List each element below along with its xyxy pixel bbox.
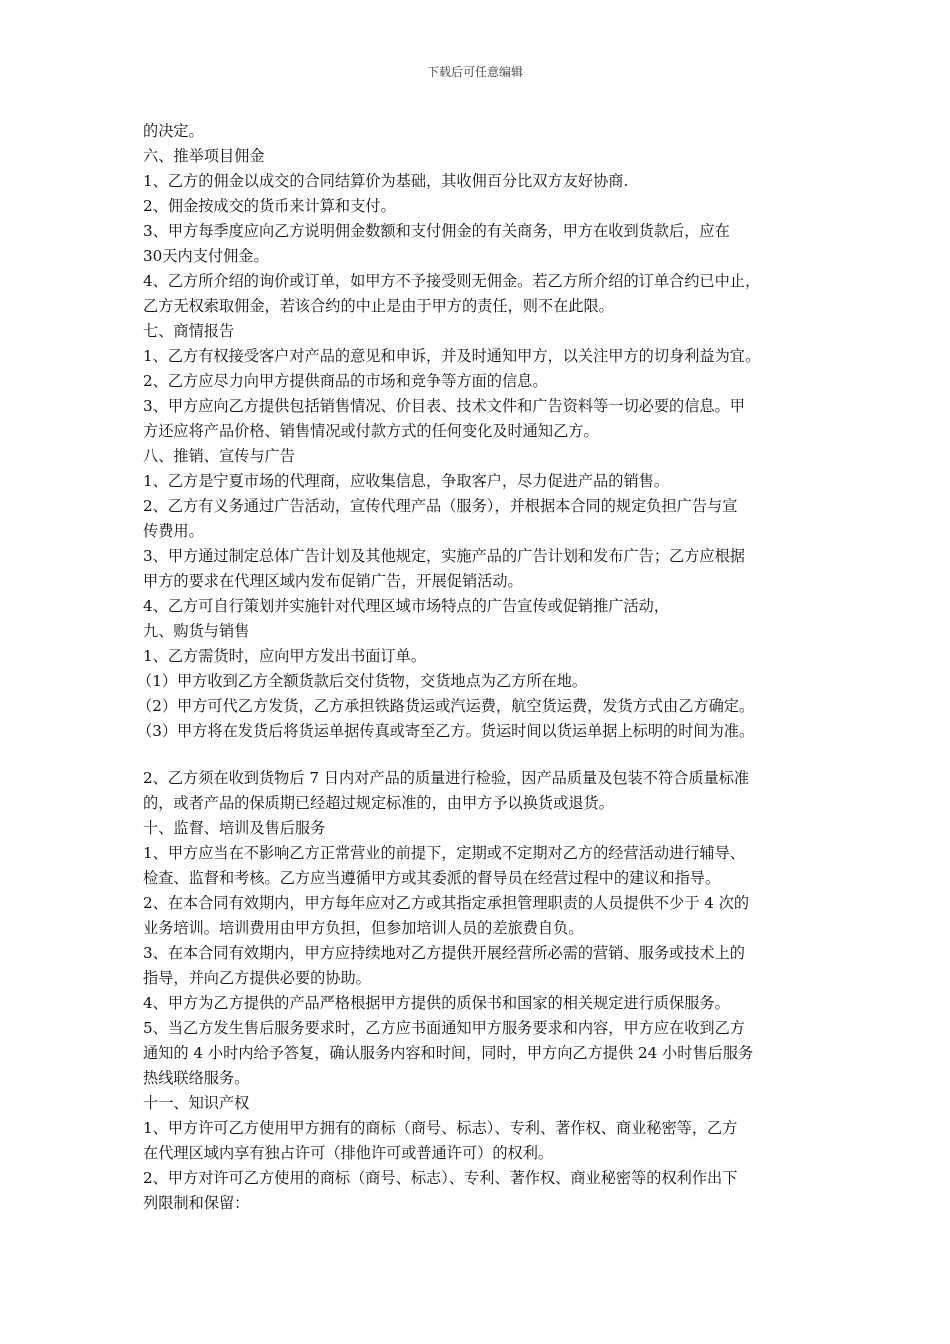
- text-line: 4、甲方为乙方提供的产品严格根据甲方提供的质保书和国家的相关规定进行质保服务。: [143, 994, 730, 1012]
- text-line: 的，或者产品的保质期已经超过规定标准的，由甲方予以换货或退货。: [143, 794, 614, 812]
- text-line: 4、乙方所介绍的询价或订单，如甲方不予接受则无佣金。若乙方所介绍的订单合约已中止，: [143, 272, 761, 290]
- text-line: 甲方的要求在代理区域内发布促销广告，开展促销活动。: [143, 572, 523, 590]
- text-line: 1、乙方有权接受客户对产品的意见和申诉，并及时通知甲方，以关注甲方的切身利益为宜。: [143, 347, 761, 365]
- text-line: 30天内支付佣金。: [143, 247, 269, 265]
- text-line: 方还应将产品价格、销售情况或付款方式的任何变化及时通知乙方。: [143, 422, 599, 440]
- section-heading: 十、监督、培训及售后服务: [143, 819, 326, 837]
- text-line: （2）甲方可代乙方发货，乙方承担铁路货运或汽运费，航空货运费，发货方式由乙方确定。: [137, 697, 755, 715]
- text-line: 通知的 4 小时内给予答复，确认服务内容和时间，同时，甲方向乙方提供 24 小时售后服务: [143, 1044, 754, 1062]
- text-line: 乙方无权索取佣金，若该合约的中止是由于甲方的责任，则不在此限。: [143, 297, 614, 315]
- text-line: （3）甲方将在发货后将货运单据传真或寄至乙方。货运时间以货运单据上标明的时间为准。: [137, 722, 755, 740]
- text-line: 3、甲方每季度应向乙方说明佣金数额和支付佣金的有关商务，甲方在收到货款后，应在: [143, 222, 730, 240]
- text-line: 2、在本合同有效期内，甲方每年应对乙方或其指定承担管理职责的人员提供不少于 4 次的: [143, 894, 750, 912]
- text-line: 的决定。: [143, 122, 204, 140]
- section-heading: 七、商情报告: [143, 322, 235, 340]
- text-line: 3、甲方通过制定总体广告计划及其他规定，实施产品的广告计划和发布广告；乙方应根据: [143, 547, 745, 565]
- text-line: 业务培训。培训费用由甲方负担，但参加培训人员的差旅费自负。: [143, 919, 584, 937]
- text-line: 5、当乙方发生售后服务要求时，乙方应书面通知甲方服务要求和内容，甲方应在收到乙方: [143, 1019, 745, 1037]
- section-heading: 九、购货与销售: [143, 622, 250, 640]
- text-line: 指导，并向乙方提供必要的协助。: [143, 969, 371, 987]
- text-line: 1、甲方应当在不影响乙方正常营业的前提下，定期或不定期对乙方的经营活动进行辅导、: [143, 844, 745, 862]
- text-line: 2、乙方须在收到货物后 7 日内对产品的质量进行检验，因产品质量及包装不符合质量标准: [143, 769, 750, 787]
- text-line: 2、乙方有义务通过广告活动，宣传代理产品（服务），并根据本合同的规定负担广告与宣: [143, 497, 738, 515]
- text-line: 1、乙方是宁夏市场的代理商，应收集信息，争取客户，尽力促进产品的销售。: [143, 472, 670, 490]
- text-line: 检查、监督和考核。乙方应当遵循甲方或其委派的督导员在经营过程中的建议和指导。: [143, 869, 721, 887]
- section-heading: 八、推销、宣传与广告: [143, 447, 295, 465]
- text-line: 1、甲方许可乙方使用甲方拥有的商标（商号、标志）、专利、著作权、商业秘密等，乙方: [143, 1119, 738, 1137]
- document-body: [137, 119, 833, 1216]
- text-line: 热线联络服务。: [143, 1069, 250, 1087]
- text-line: 在代理区域内享有独占许可（排他许可或普通许可）的权利。: [143, 1144, 554, 1162]
- text-line: 1、乙方需货时，应向甲方发出书面订单。: [143, 647, 427, 665]
- text-line: 1、乙方的佣金以成交的合同结算价为基础，其收佣百分比双方友好协商.: [143, 172, 629, 190]
- page-header: 下载后可任意编辑: [426, 65, 523, 79]
- text-line: 2、乙方应尽力向甲方提供商品的市场和竞争等方面的信息。: [143, 372, 548, 390]
- text-line: 2、佣金按成交的货币来计算和支付。: [143, 197, 396, 215]
- text-line: 列限制和保留：: [143, 1194, 250, 1212]
- paragraph-gap: [143, 744, 833, 766]
- text-line: 2、甲方对许可乙方使用的商标（商号、标志）、专利、著作权、商业秘密等的权利作出下: [143, 1169, 738, 1187]
- text-line: 传费用。: [143, 522, 204, 540]
- text-line: 4、乙方可自行策划并实施针对代理区域市场特点的广告宣传或促销推广活动，: [143, 597, 670, 615]
- text-line: 3、甲方应向乙方提供包括销售情况、价目表、技术文件和广告资料等一切必要的信息。甲: [143, 397, 745, 415]
- text-line: 3、在本合同有效期内，甲方应持续地对乙方提供开展经营所必需的营销、服务或技术上的: [143, 944, 745, 962]
- section-heading: 六、推举项目佣金: [143, 147, 265, 165]
- text-line: （1）甲方收到乙方全额货款后交付货物，交货地点为乙方所在地。: [137, 672, 588, 690]
- section-heading: 十一、知识产权: [143, 1094, 250, 1112]
